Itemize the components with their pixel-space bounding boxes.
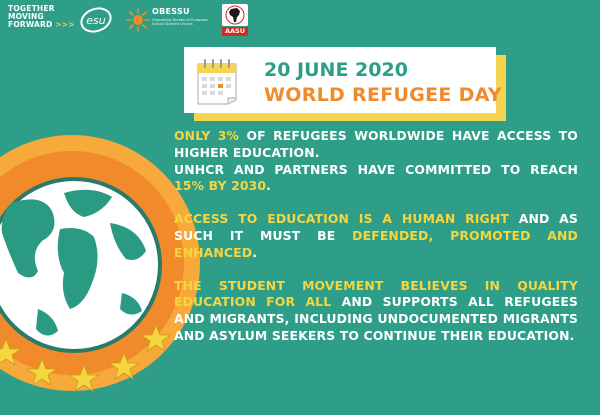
logo-line-3-text: FORWARD xyxy=(8,20,53,29)
p1-sentence-1-rest: OF REFUGEES WORLDWIDE HAVE ACCESS TO HIGHER EDUCATION. xyxy=(174,128,578,160)
paragraph-human-right xyxy=(174,211,578,261)
event-title: WORLD REFUGEE DAY xyxy=(264,84,502,106)
logo-line-1: TOGETHER xyxy=(8,4,55,13)
date-card xyxy=(184,47,502,113)
p1-sentence-2-end: . xyxy=(266,178,272,194)
obessu-logo xyxy=(126,4,216,36)
globe-illustration xyxy=(0,133,202,393)
obessu-sun-icon xyxy=(126,6,150,32)
p2-end: . xyxy=(252,244,258,260)
together-moving-forward-logo xyxy=(8,4,75,29)
stat-3-percent: ONLY 3% xyxy=(174,128,240,143)
calendar-icon xyxy=(192,54,242,106)
p3-rest: AND SUPPORTS ALL REFUGEES AND MIGRANTS, INCLUDING UNDOCUMENTED MIGRANTS AND ASYLUM SEEKERS TO CONTINUE THEIR EDUCATION. xyxy=(174,294,579,343)
body-copy xyxy=(174,128,578,361)
obessu-subtitle: Organising Bureau of European School Student Unions xyxy=(152,18,209,27)
logo-line-2: MOVING xyxy=(8,12,44,21)
p3-highlight: THE STUDENT MOVEMENT BELIEVES IN QUALITY EDUCATION FOR ALL xyxy=(174,277,578,310)
esu-logo xyxy=(78,5,114,35)
logo-line-3 xyxy=(8,20,75,29)
stat-15-percent: 15% BY 2030 xyxy=(174,178,267,194)
p2-highlight-1: ACCESS TO EDUCATION IS A HUMAN RIGHT xyxy=(174,211,509,227)
event-date: 20 JUNE 2020 xyxy=(264,59,408,81)
obessu-name: OBESSU xyxy=(152,7,190,16)
p2-middle: AND AS SUCH IT MUST BE xyxy=(174,211,578,243)
paragraph-access-stats xyxy=(174,128,578,195)
aasu-logo xyxy=(222,4,248,36)
aasu-emblem xyxy=(222,4,248,26)
esu-logo-text: esu xyxy=(86,14,106,27)
p2-highlight-2: DEFENDED, PROMOTED AND ENHANCED xyxy=(174,227,578,260)
africa-map-icon xyxy=(222,4,248,26)
p1-sentence-2: UNHCR AND PARTNERS HAVE COMMITTED TO REACH xyxy=(174,161,578,177)
aasu-label: AASU xyxy=(222,27,248,36)
paragraph-student-movement xyxy=(174,278,578,345)
logo-arrows: >>> xyxy=(55,20,75,29)
